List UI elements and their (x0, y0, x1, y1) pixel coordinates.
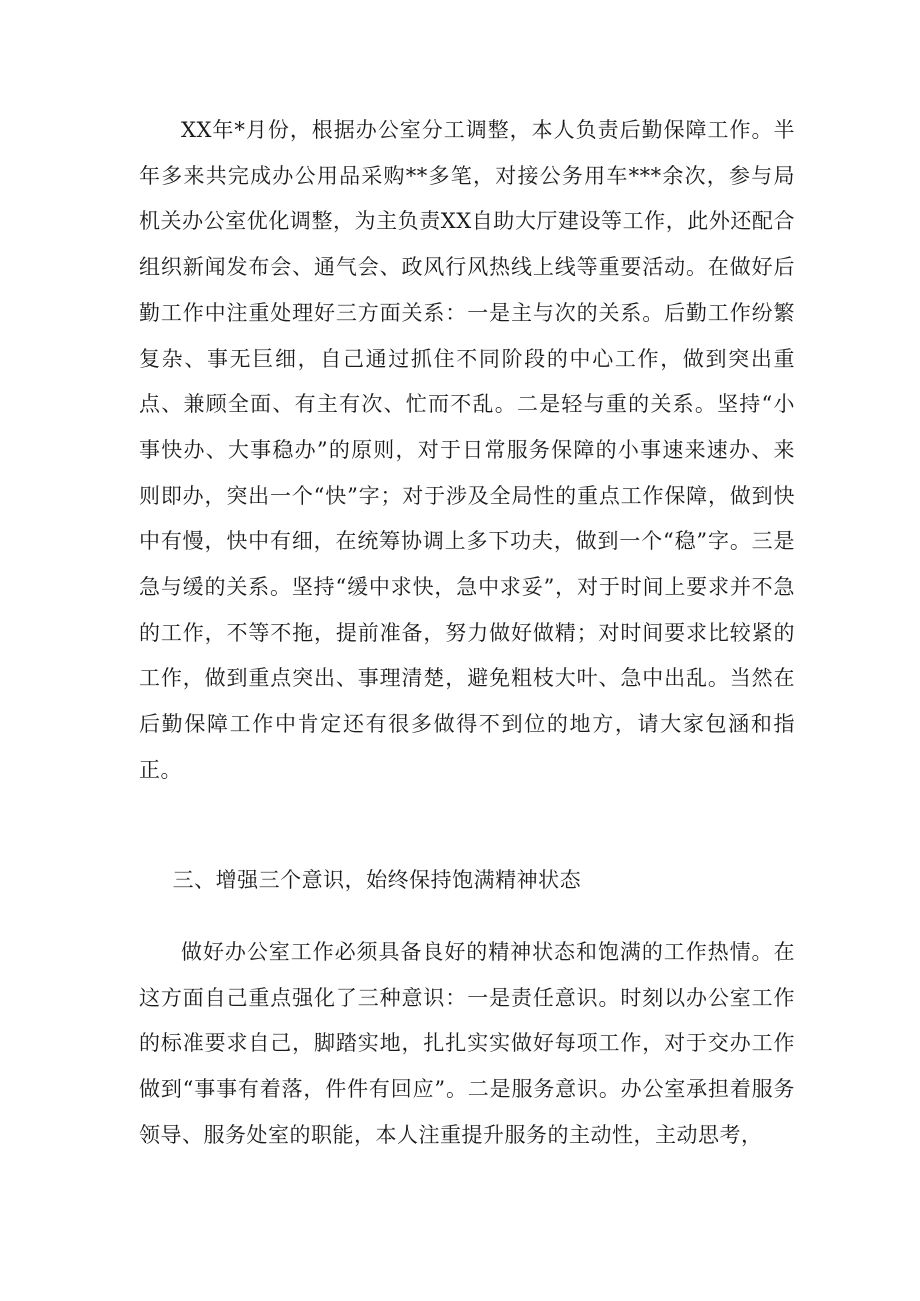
body-paragraph-awareness: 做好办公室工作必须具备良好的精神状态和饱满的工作热情。在这方面自己重点强化了三种意识：一是责任意识。时刻以办公室工作的标准要求自己，脚踏实地，扎扎实实做好每项工作，对于交办工作做到“事事有着落，件件有回应”。二是服务意识。办公室承担着服务领导、服务处室的职能，本人注重提升服务的主动性，主动思考， (139, 940, 795, 1147)
body-paragraph-logistics: XX年*月份，根据办公室分工调整，本人负责后勤保障工作。半年多来共完成办公用品采购**多笔，对接公务用车***余次，参与局机关办公室优化调整，为主负责XX自助大厅建设等工作，此外还配合组织新闻发布会、通气会、政风行风热线上线等重要活动。在做好后勤工作中注重处理好三方面关系：一是主与次的关系。后勤工作纷繁复杂、事无巨细，自己通过抓住不同阶段的中心工作，做到突出重点、兼顾全面、有主有次、忙而不乱。二是轻与重的关系。坚持“小事快办、大事稳办”的原则，对于日常服务保障的小事速来速办、来则即办，突出一个“快”字；对于涉及全局性的重点工作保障，做到快中有慢，快中有细，在统筹协调上多下功夫，做到一个“稳”字。三是急与缓的关系。坚持“缓中求快，急中求妥”，对于时间上要求并不急的工作，不等不拖，提前准备，努力做好做精；对时间要求比较紧的工作，做到重点突出、事理清楚，避免粗枝大叶、急中出乱。当然在后勤保障工作中肯定还有很多做得不到位的地方，请大家包涵和指正。 (139, 118, 795, 782)
section-heading-three: 三、增强三个意识，始终保持饱满精神状态 (172, 868, 582, 892)
